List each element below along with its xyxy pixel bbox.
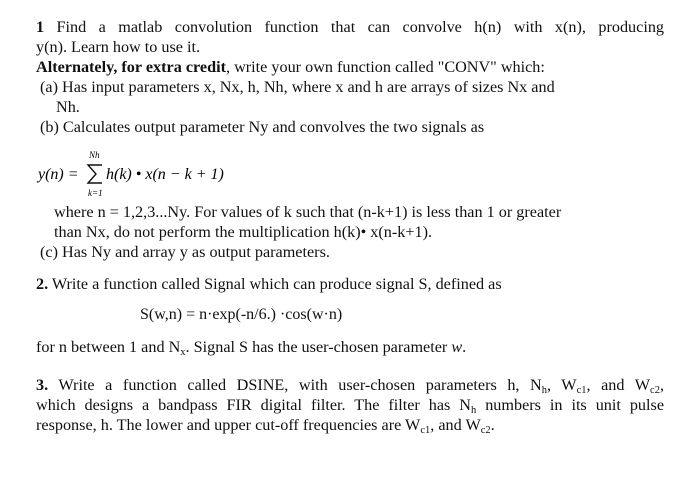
q1-where-line-1: where n = 1,2,3...Ny. For values of k such that (n-k+1) is less than 1 or greater: [54, 203, 562, 221]
q3-number: 3.: [36, 376, 49, 394]
document-body: [36, 17, 664, 435]
q1-part-a-line-2: Nh.: [56, 98, 80, 116]
q1-where-line-2: than Nx, do not perform the multiplication h(k)• x(n-k+1).: [54, 223, 433, 241]
sigma-icon: [88, 165, 102, 183]
convolution-equation: [36, 150, 664, 200]
q1-line-1: 1 Find a matlab convolution function that can convolve h(n) with x(n), producing: [36, 18, 664, 36]
q1-number: 1: [36, 18, 45, 36]
equation-svg: [36, 150, 296, 200]
extra-credit-label: Alternately, for extra credit: [36, 58, 226, 76]
sum-upper-limit: Nh: [89, 150, 100, 160]
q2-number: 2.: [36, 275, 49, 293]
q2-for-line: for n between 1 and $N_x$. Signal S has the user-chosen parameter w.: [36, 338, 467, 358]
param-w: w: [451, 338, 463, 356]
q3-line-1: 3. Write a function called DSINE, with user-chosen parameters h, $N_h$, $W_{c1}$, and $W_{c2}$,: [36, 376, 664, 396]
q1-part-c-line: (c) Has Ny and array y as output parameters.: [40, 243, 330, 261]
signal-formula: S(w,n) = n·exp(-n/6.) ·cos(w·n): [140, 306, 343, 323]
q1-alternately-line: Alternately, for extra credit, write your own function called "CONV" which:: [36, 58, 545, 76]
equation-body: h(k) • x(n − k + 1): [106, 166, 224, 183]
equation-lhs: y(n) =: [38, 166, 79, 183]
sum-lower-limit: k=1: [88, 188, 103, 198]
q1-line-2: y(n). Learn how to use it.: [36, 38, 201, 56]
q1-part-a-line-1: (a) Has input parameters x, Nx, h, Nh, where x and h are arrays of sizes Nx and: [40, 78, 555, 96]
q3-line-3: response, h. The lower and upper cut-off frequencies are $W_{c1}$, and $W_{c2}$.: [36, 416, 495, 436]
q2-line-1: 2. Write a function called Signal which can produce signal S, defined as: [36, 275, 502, 293]
q3-line-2: which designs a bandpass FIR digital filter. The filter has $N_h$ numbers in its unit pulse: [36, 396, 665, 416]
q1-part-b-line-1: (b) Calculates output parameter Ny and convolves the two signals as: [40, 118, 485, 136]
